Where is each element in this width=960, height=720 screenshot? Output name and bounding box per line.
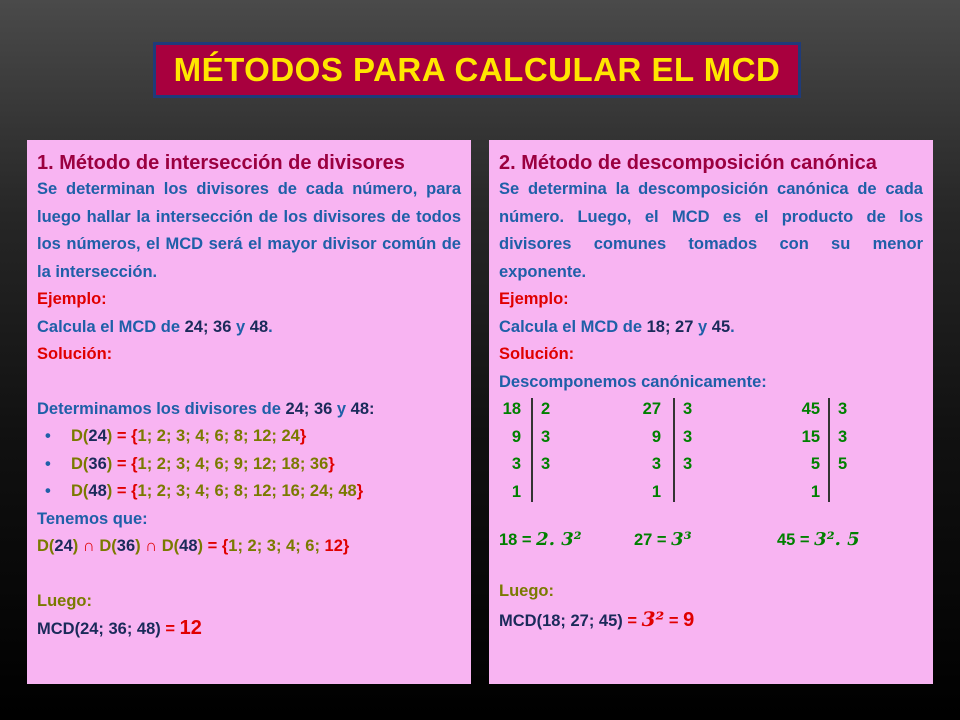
right-solution-label: Solución: <box>499 345 575 363</box>
left-luego-label: Luego: <box>37 591 92 610</box>
slide-title: MÉTODOS PARA CALCULAR EL MCD <box>173 51 781 88</box>
right-example-label: Ejemplo: <box>499 290 569 308</box>
right-example-text: Calcula el MCD de 18; 27 y 45. <box>499 317 735 336</box>
method-canonical-panel <box>489 140 933 684</box>
left-tenemos-label: Tenemos que: <box>37 509 148 528</box>
divisors-24-item: • D(24) = {1; 2; 3; 4; 6; 8; 12; 24} <box>45 427 307 445</box>
left-determine-text: Determinamos los divisores de 24; 36 y 48: <box>37 399 375 418</box>
right-luego-label: Luego: <box>499 582 554 600</box>
left-result: MCD(24; 36; 48) = 12 <box>37 617 202 639</box>
canonical-results: 18 = 2. 3² 27 = 3³ 45 = 3². 5 <box>499 529 860 550</box>
divisors-48-item: • D(48) = {1; 2; 3; 4; 6; 8; 12; 16; 24; 48} <box>45 482 364 500</box>
left-solution-label: Solución: <box>37 345 113 363</box>
left-heading: 1. Método de intersección de divisores <box>37 152 405 174</box>
left-example-label: Ejemplo: <box>37 290 107 308</box>
right-description: Se determina la descomposición canónica de cada número. Luego, el MCD es el producto de los divisores comunes tomados con su menor exponente. <box>499 180 923 281</box>
right-result: MCD(18; 27; 45) = 3² = 9 <box>499 606 695 631</box>
right-heading: 2. Método de descomposición canónica <box>499 152 877 174</box>
left-description: Se determinan los divisores de cada número, para luego hallar la intersección de los divisores de todos los números, el MCD será el mayor divisor común de la intersección. <box>37 180 461 281</box>
method-intersection-panel <box>27 140 471 684</box>
intersection-line: D(24) ∩ D(36) ∩ D(48) = {1; 2; 3; 4; 6; 12} <box>37 537 350 555</box>
slide-title-banner <box>153 42 801 98</box>
right-decompose-label: Descomponemos canónicamente: <box>499 372 767 391</box>
factorization-tables: 18 2 9 3 3 3 1 27 3 9 3 3 3 1 45 3 15 3 5 5 1 <box>502 400 848 501</box>
left-example-text: Calcula el MCD de 24; 36 y 48. <box>37 317 273 336</box>
divisors-36-item: • D(36) = {1; 2; 3; 4; 6; 9; 12; 18; 36} <box>45 454 335 473</box>
